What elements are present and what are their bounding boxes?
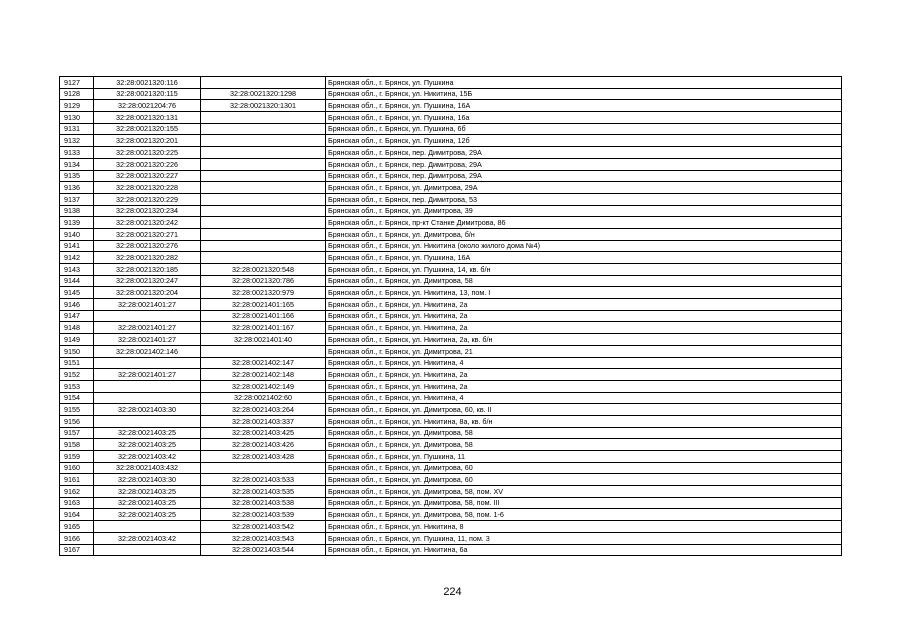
object-cadastral-number-cell: 32:28:0021320:1301: [201, 100, 326, 112]
object-cadastral-number-cell: [201, 462, 326, 474]
land-cadastral-number-cell: 32:28:0021403:25: [94, 439, 201, 451]
object-cadastral-number-cell: 32:28:0021320:786: [201, 275, 326, 287]
object-cadastral-number-cell: 32:28:0021403:428: [201, 451, 326, 463]
land-cadastral-number-cell: 32:28:0021320:271: [94, 228, 201, 240]
table-row: [60, 345, 842, 357]
table-row: [60, 310, 842, 322]
table-row: [60, 404, 842, 416]
table-row: [60, 415, 842, 427]
land-cadastral-number-cell: 32:28:0021403:25: [94, 427, 201, 439]
object-cadastral-number-cell: 32:28:0021401:165: [201, 299, 326, 311]
object-cadastral-number-cell: [201, 228, 326, 240]
object-cadastral-number-cell: [201, 112, 326, 124]
row-number-cell: 9146: [60, 299, 94, 311]
table-row: [60, 135, 842, 147]
table-row: [60, 392, 842, 404]
land-cadastral-number-cell: 32:28:0021401:27: [94, 334, 201, 346]
address-cell: Брянская обл., г. Брянск, ул. Никитина, 2а: [326, 299, 842, 311]
object-cadastral-number-cell: 32:28:0021401:167: [201, 322, 326, 334]
object-cadastral-number-cell: 32:28:0021401:166: [201, 310, 326, 322]
land-cadastral-number-cell: 32:28:0021320:247: [94, 275, 201, 287]
object-cadastral-number-cell: [201, 77, 326, 89]
row-number-cell: 9154: [60, 392, 94, 404]
land-cadastral-number-cell: 32:28:0021401:27: [94, 299, 201, 311]
address-cell: Брянская обл., г. Брянск, ул. Никитина, 6а: [326, 544, 842, 556]
object-cadastral-number-cell: 32:28:0021320:979: [201, 287, 326, 299]
object-cadastral-number-cell: [201, 345, 326, 357]
table-row: [60, 474, 842, 486]
table-row: [60, 486, 842, 498]
row-number-cell: 9128: [60, 88, 94, 100]
table-row: [60, 532, 842, 544]
address-cell: Брянская обл., г. Брянск, ул. Димитрова, 21: [326, 345, 842, 357]
row-number-cell: 9156: [60, 415, 94, 427]
row-number-cell: 9136: [60, 182, 94, 194]
land-cadastral-number-cell: [94, 392, 201, 404]
object-cadastral-number-cell: [201, 147, 326, 159]
address-cell: Брянская обл., г. Брянск, пер. Димитрова, 53: [326, 193, 842, 205]
land-cadastral-number-cell: 32:28:0021320:227: [94, 170, 201, 182]
row-number-cell: 9141: [60, 240, 94, 252]
land-cadastral-number-cell: 32:28:0021403:30: [94, 474, 201, 486]
table-row: [60, 217, 842, 229]
address-cell: Брянская обл., г. Брянск, ул. Никитина, 4: [326, 392, 842, 404]
address-cell: Брянская обл., г. Брянск, ул. Пушкина, 16А: [326, 252, 842, 264]
land-cadastral-number-cell: [94, 310, 201, 322]
address-cell: Брянская обл., г. Брянск, ул. Димитрова, 58, пом. III: [326, 497, 842, 509]
object-cadastral-number-cell: 32:28:0021402:147: [201, 357, 326, 369]
land-cadastral-number-cell: 32:28:0021320:234: [94, 205, 201, 217]
table-row: [60, 439, 842, 451]
row-number-cell: 9151: [60, 357, 94, 369]
row-number-cell: 9167: [60, 544, 94, 556]
object-cadastral-number-cell: 32:28:0021403:539: [201, 509, 326, 521]
row-number-cell: 9137: [60, 193, 94, 205]
address-cell: Брянская обл., г. Брянск, ул. Никитина, 2а, кв. б/н: [326, 334, 842, 346]
row-number-cell: 9161: [60, 474, 94, 486]
object-cadastral-number-cell: [201, 193, 326, 205]
land-cadastral-number-cell: 32:28:0021320:225: [94, 147, 201, 159]
table-row: [60, 112, 842, 124]
object-cadastral-number-cell: [201, 123, 326, 135]
land-cadastral-number-cell: 32:28:0021402:146: [94, 345, 201, 357]
table-row: [60, 462, 842, 474]
table-row: [60, 322, 842, 334]
table-row: [60, 544, 842, 556]
land-cadastral-number-cell: 32:28:0021403:30: [94, 404, 201, 416]
row-number-cell: 9160: [60, 462, 94, 474]
table-row: [60, 509, 842, 521]
land-cadastral-number-cell: [94, 521, 201, 533]
table-row: [60, 123, 842, 135]
table-row: [60, 287, 842, 299]
row-number-cell: 9153: [60, 380, 94, 392]
object-cadastral-number-cell: [201, 170, 326, 182]
row-number-cell: 9162: [60, 486, 94, 498]
object-cadastral-number-cell: 32:28:0021403:543: [201, 532, 326, 544]
row-number-cell: 9149: [60, 334, 94, 346]
table-row: [60, 193, 842, 205]
row-number-cell: 9133: [60, 147, 94, 159]
row-number-cell: 9150: [60, 345, 94, 357]
row-number-cell: 9166: [60, 532, 94, 544]
address-cell: Брянская обл., г. Брянск, ул. Никитина, 4: [326, 357, 842, 369]
row-number-cell: 9155: [60, 404, 94, 416]
address-cell: Брянская обл., г. Брянск, ул. Димитрова, 58, пом. 1-6: [326, 509, 842, 521]
object-cadastral-number-cell: 32:28:0021403:264: [201, 404, 326, 416]
address-cell: Брянская обл., г. Брянск, пер. Димитрова, 29А: [326, 147, 842, 159]
table-row: [60, 264, 842, 276]
land-cadastral-number-cell: 32:28:0021320:201: [94, 135, 201, 147]
land-cadastral-number-cell: 32:28:0021401:27: [94, 322, 201, 334]
object-cadastral-number-cell: 32:28:0021403:425: [201, 427, 326, 439]
object-cadastral-number-cell: 32:28:0021403:538: [201, 497, 326, 509]
row-number-cell: 9138: [60, 205, 94, 217]
address-cell: Брянская обл., г. Брянск, ул. Димитрова, 58: [326, 439, 842, 451]
table-row: [60, 299, 842, 311]
object-cadastral-number-cell: 32:28:0021402:60: [201, 392, 326, 404]
land-cadastral-number-cell: 32:28:0021320:185: [94, 264, 201, 276]
land-cadastral-number-cell: 32:28:0021320:155: [94, 123, 201, 135]
row-number-cell: 9142: [60, 252, 94, 264]
registry-table-body: [60, 77, 842, 556]
address-cell: Брянская обл., г. Брянск, ул. Димитрова, б/н: [326, 228, 842, 240]
land-cadastral-number-cell: 32:28:0021204:76: [94, 100, 201, 112]
land-cadastral-number-cell: 32:28:0021403:25: [94, 509, 201, 521]
address-cell: Брянская обл., г. Брянск, ул. Пушкина, 16А: [326, 100, 842, 112]
table-row: [60, 182, 842, 194]
object-cadastral-number-cell: [201, 158, 326, 170]
object-cadastral-number-cell: [201, 205, 326, 217]
land-cadastral-number-cell: 32:28:0021320:131: [94, 112, 201, 124]
row-number-cell: 9147: [60, 310, 94, 322]
table-row: [60, 158, 842, 170]
object-cadastral-number-cell: [201, 217, 326, 229]
land-cadastral-number-cell: 32:28:0021320:276: [94, 240, 201, 252]
land-cadastral-number-cell: 32:28:0021320:116: [94, 77, 201, 89]
address-cell: Брянская обл., г. Брянск, пер. Димитрова, 29А: [326, 158, 842, 170]
object-cadastral-number-cell: 32:28:0021403:426: [201, 439, 326, 451]
row-number-cell: 9144: [60, 275, 94, 287]
land-cadastral-number-cell: 32:28:0021320:115: [94, 88, 201, 100]
address-cell: Брянская обл., г. Брянск, ул. Димитрова, 60: [326, 474, 842, 486]
object-cadastral-number-cell: [201, 182, 326, 194]
table-row: [60, 427, 842, 439]
address-cell: Брянская обл., г. Брянск, ул. Никитина (около жилого дома №4): [326, 240, 842, 252]
row-number-cell: 9132: [60, 135, 94, 147]
table-row: [60, 275, 842, 287]
table-row: [60, 497, 842, 509]
row-number-cell: 9127: [60, 77, 94, 89]
row-number-cell: 9131: [60, 123, 94, 135]
object-cadastral-number-cell: 32:28:0021402:149: [201, 380, 326, 392]
row-number-cell: 9163: [60, 497, 94, 509]
row-number-cell: 9134: [60, 158, 94, 170]
table-row: [60, 147, 842, 159]
row-number-cell: 9164: [60, 509, 94, 521]
object-cadastral-number-cell: 32:28:0021403:542: [201, 521, 326, 533]
land-cadastral-number-cell: [94, 544, 201, 556]
object-cadastral-number-cell: [201, 252, 326, 264]
object-cadastral-number-cell: 32:28:0021403:535: [201, 486, 326, 498]
registry-table: [59, 76, 842, 556]
address-cell: Брянская обл., г. Брянск, пр-кт Станке Димитрова, 86: [326, 217, 842, 229]
object-cadastral-number-cell: 32:28:0021403:544: [201, 544, 326, 556]
address-cell: Брянская обл., г. Брянск, ул. Димитрова, 60: [326, 462, 842, 474]
table-row: [60, 521, 842, 533]
address-cell: Брянская обл., г. Брянск, ул. Никитина, 2а: [326, 380, 842, 392]
table-row: [60, 369, 842, 381]
land-cadastral-number-cell: 32:28:0021401:27: [94, 369, 201, 381]
table-row: [60, 100, 842, 112]
row-number-cell: 9148: [60, 322, 94, 334]
address-cell: Брянская обл., г. Брянск, ул. Димитрова, 58: [326, 275, 842, 287]
row-number-cell: 9145: [60, 287, 94, 299]
land-cadastral-number-cell: 32:28:0021320:229: [94, 193, 201, 205]
row-number-cell: 9158: [60, 439, 94, 451]
table-row: [60, 380, 842, 392]
land-cadastral-number-cell: [94, 380, 201, 392]
land-cadastral-number-cell: 32:28:0021403:42: [94, 532, 201, 544]
object-cadastral-number-cell: 32:28:0021320:1298: [201, 88, 326, 100]
object-cadastral-number-cell: 32:28:0021320:548: [201, 264, 326, 276]
address-cell: Брянская обл., г. Брянск, ул. Димитрова, 60, кв. II: [326, 404, 842, 416]
address-cell: Брянская обл., г. Брянск, ул. Никитина, 2а: [326, 369, 842, 381]
row-number-cell: 9152: [60, 369, 94, 381]
land-cadastral-number-cell: 32:28:0021403:42: [94, 451, 201, 463]
object-cadastral-number-cell: 32:28:0021403:533: [201, 474, 326, 486]
address-cell: Брянская обл., г. Брянск, ул. Никитина, 2а: [326, 310, 842, 322]
address-cell: Брянская обл., г. Брянск, пер. Димитрова, 29А: [326, 170, 842, 182]
table-row: [60, 334, 842, 346]
land-cadastral-number-cell: 32:28:0021320:204: [94, 287, 201, 299]
object-cadastral-number-cell: [201, 135, 326, 147]
row-number-cell: 9140: [60, 228, 94, 240]
table-row: [60, 77, 842, 89]
address-cell: Брянская обл., г. Брянск, ул. Димитрова, 58: [326, 427, 842, 439]
table-row: [60, 451, 842, 463]
address-cell: Брянская обл., г. Брянск, ул. Пушкина, 6б: [326, 123, 842, 135]
row-number-cell: 9159: [60, 451, 94, 463]
address-cell: Брянская обл., г. Брянск, ул. Димитрова, 29А: [326, 182, 842, 194]
land-cadastral-number-cell: [94, 415, 201, 427]
address-cell: Брянская обл., г. Брянск, ул. Никитина, 13, пом. I: [326, 287, 842, 299]
land-cadastral-number-cell: 32:28:0021403:432: [94, 462, 201, 474]
land-cadastral-number-cell: 32:28:0021320:282: [94, 252, 201, 264]
address-cell: Брянская обл., г. Брянск, ул. Пушкина, 16а: [326, 112, 842, 124]
table-row: [60, 240, 842, 252]
address-cell: Брянская обл., г. Брянск, ул. Димитрова, 58, пом. XV: [326, 486, 842, 498]
land-cadastral-number-cell: [94, 357, 201, 369]
address-cell: Брянская обл., г. Брянск, ул. Пушкина, 11: [326, 451, 842, 463]
object-cadastral-number-cell: 32:28:0021403:337: [201, 415, 326, 427]
row-number-cell: 9165: [60, 521, 94, 533]
table-row: [60, 205, 842, 217]
address-cell: Брянская обл., г. Брянск, ул. Никитина, 2а: [326, 322, 842, 334]
address-cell: Брянская обл., г. Брянск, ул. Пушкина, 11, пом. 3: [326, 532, 842, 544]
row-number-cell: 9157: [60, 427, 94, 439]
land-cadastral-number-cell: 32:28:0021320:226: [94, 158, 201, 170]
address-cell: Брянская обл., г. Брянск, ул. Пушкина, 12б: [326, 135, 842, 147]
address-cell: Брянская обл., г. Брянск, ул. Никитина, 8а, кв. б/н: [326, 415, 842, 427]
address-cell: Брянская обл., г. Брянск, ул. Пушкина: [326, 77, 842, 89]
table-row: [60, 252, 842, 264]
land-cadastral-number-cell: 32:28:0021403:25: [94, 486, 201, 498]
land-cadastral-number-cell: 32:28:0021320:228: [94, 182, 201, 194]
row-number-cell: 9139: [60, 217, 94, 229]
land-cadastral-number-cell: 32:28:0021320:242: [94, 217, 201, 229]
object-cadastral-number-cell: [201, 240, 326, 252]
page-number: 224: [443, 586, 462, 598]
object-cadastral-number-cell: 32:28:0021402:148: [201, 369, 326, 381]
address-cell: Брянская обл., г. Брянск, ул. Никитина, 8: [326, 521, 842, 533]
address-cell: Брянская обл., г. Брянск, ул. Димитрова, 39: [326, 205, 842, 217]
row-number-cell: 9129: [60, 100, 94, 112]
table-row: [60, 170, 842, 182]
row-number-cell: 9143: [60, 264, 94, 276]
table-row: [60, 357, 842, 369]
row-number-cell: 9135: [60, 170, 94, 182]
table-row: [60, 88, 842, 100]
land-cadastral-number-cell: 32:28:0021403:25: [94, 497, 201, 509]
table-row: [60, 228, 842, 240]
object-cadastral-number-cell: 32:28:0021401:40: [201, 334, 326, 346]
row-number-cell: 9130: [60, 112, 94, 124]
address-cell: Брянская обл., г. Брянск, ул. Никитина, 15Б: [326, 88, 842, 100]
address-cell: Брянская обл., г. Брянск, ул. Пушкина, 14, кв. б/н: [326, 264, 842, 276]
